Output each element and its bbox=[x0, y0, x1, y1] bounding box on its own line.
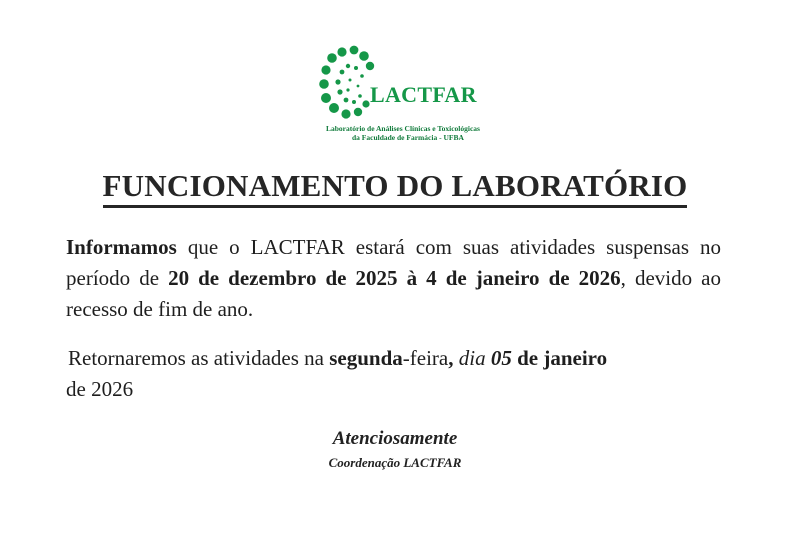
para2-weekday: segunda bbox=[329, 346, 403, 370]
logo-dot bbox=[360, 74, 364, 78]
para1-lead: Informamos bbox=[66, 235, 177, 259]
para2-day-number: 05 bbox=[490, 346, 512, 370]
logo-dot bbox=[344, 98, 349, 103]
logo-dot bbox=[366, 62, 374, 70]
page-title bbox=[0, 168, 790, 208]
logo-dot bbox=[357, 85, 360, 88]
para2-dia: dia bbox=[458, 346, 491, 370]
logo-dot bbox=[349, 79, 352, 82]
logo-dot bbox=[329, 103, 339, 113]
dot-spiral-icon bbox=[318, 44, 378, 124]
para2-month: de janeiro bbox=[511, 346, 608, 370]
signoff: Atenciosamente bbox=[332, 428, 458, 449]
para1-text: que o LACTFAR estará com suas atividades suspensas no período de bbox=[66, 235, 721, 290]
lactfar-logo bbox=[318, 44, 498, 144]
logo-dot bbox=[358, 94, 362, 98]
logo-dot bbox=[327, 53, 337, 63]
logo-dot bbox=[341, 109, 350, 118]
logo-dot bbox=[321, 65, 330, 74]
logo-dot bbox=[319, 79, 329, 89]
logo-dot bbox=[321, 93, 331, 103]
page-title-text: FUNCIONAMENTO DO LABORATÓRIO bbox=[103, 168, 688, 208]
para1-dates: 20 de dezembro de 2025 à 4 de janeiro de 2026 bbox=[168, 266, 621, 290]
logo-dot bbox=[354, 66, 358, 70]
logo-dot bbox=[350, 46, 359, 55]
logo-name: LACTFAR bbox=[370, 82, 477, 107]
logo-dot bbox=[354, 108, 362, 116]
para2-weekday-suffix: -feira bbox=[402, 346, 449, 370]
logo-dot bbox=[340, 70, 345, 75]
logo-dot bbox=[337, 47, 346, 56]
coordination-signature: Coordenação LACTFAR bbox=[328, 455, 462, 470]
logo-subtitle-line1: Laboratório de Análises Clínicas e Toxicológicas bbox=[326, 124, 480, 133]
logo-dot bbox=[352, 100, 356, 104]
return-paragraph bbox=[66, 343, 706, 405]
logo-dot bbox=[362, 100, 369, 107]
logo-dot bbox=[359, 51, 369, 61]
logo-dot bbox=[337, 89, 342, 94]
para1-reason: , devido ao recesso de fim de ano. bbox=[66, 266, 721, 321]
para2-comma: , bbox=[448, 346, 459, 370]
para2-text: Retornaremos as atividades na bbox=[68, 346, 330, 370]
logo-dot bbox=[346, 64, 350, 68]
announcement-paragraph bbox=[66, 232, 721, 325]
para2-year: de 2026 bbox=[66, 377, 134, 401]
logo-dot bbox=[346, 88, 349, 91]
logo-subtitle-line2: da Faculdade de Farmácia - UFBA bbox=[352, 133, 464, 142]
logo-dot bbox=[335, 79, 340, 84]
